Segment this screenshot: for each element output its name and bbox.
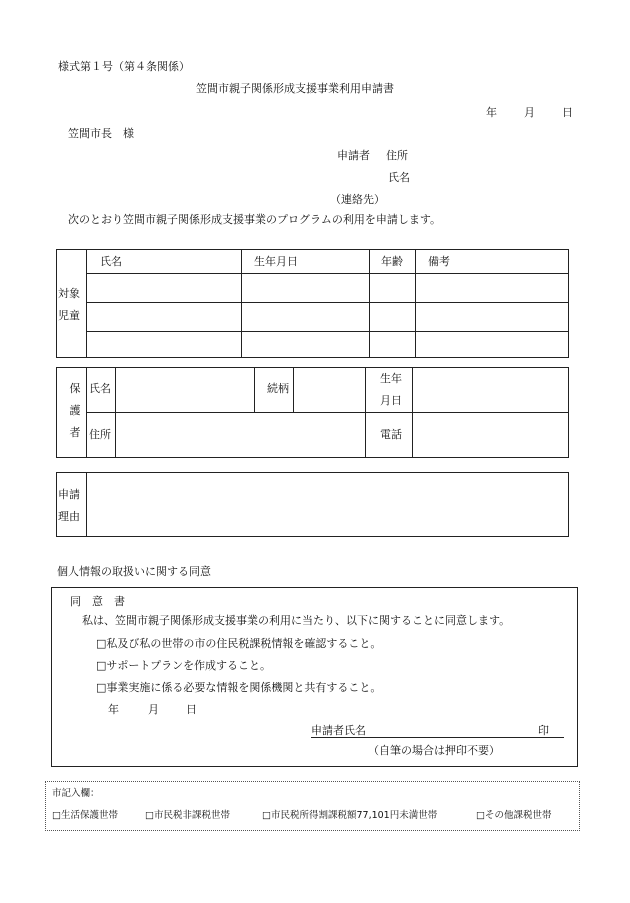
consent-date-year: 年: [108, 703, 119, 716]
date-day: 日: [562, 106, 573, 119]
addressee: 笠間市長 様: [68, 127, 134, 140]
consent-item-tax-info[interactable]: □私及び私の世帯の市の住民税課税情報を確認すること。: [96, 637, 382, 650]
child-row-1[interactable]: [87, 274, 568, 302]
applicant-label: 申請者: [337, 149, 370, 162]
child-header-name: 氏名: [100, 255, 122, 268]
consent-statement: 私は、笠間市親子関係形成支援事業の利用に当たり、以下に関することに同意します。: [82, 614, 511, 627]
city-option-under-threshold[interactable]: □市民税所得割課税額77,101円未満世帯: [262, 810, 438, 821]
guardian-phone-label: 電話: [380, 428, 402, 441]
applicant-name-label: 氏名: [388, 171, 410, 184]
reason-field[interactable]: [87, 473, 568, 536]
form-title: 笠間市親子関係形成支援事業利用申請書: [196, 82, 394, 95]
child-side-label-1: 対象: [58, 287, 80, 300]
consent-signer-label: 申請者氏名: [311, 724, 366, 737]
city-option-other-taxable[interactable]: □その他課税世帯: [476, 810, 552, 821]
date-month: 月: [524, 106, 535, 119]
consent-item-support-plan[interactable]: □サポートプランを作成すること。: [96, 659, 272, 672]
applicant-contact-label: （連絡先）: [330, 193, 385, 206]
applicant-address-label: 住所: [386, 149, 408, 162]
reason-label-2: 理由: [58, 510, 80, 523]
city-use-label: 市記入欄：: [52, 788, 100, 799]
child-side-label-2: 児童: [58, 309, 80, 322]
child-header-birthdate: 生年月日: [254, 255, 298, 268]
consent-section-title: 個人情報の取扱いに関する同意: [57, 565, 211, 578]
consent-item-share-info[interactable]: □事業実施に係る必要な情報を関係機関と共有すること。: [96, 681, 382, 694]
reason-label-1: 申請: [58, 488, 80, 501]
child-header-age: 年齢: [381, 255, 403, 268]
child-row-2[interactable]: [87, 303, 568, 331]
guardian-phone-field[interactable]: [412, 412, 568, 457]
child-header-remarks: 備考: [428, 255, 450, 268]
guardian-address-label: 住所: [89, 428, 111, 441]
city-use-box: [45, 781, 580, 831]
guardian-name-label: 氏名: [89, 382, 111, 395]
city-option-welfare[interactable]: □生活保護世帯: [52, 810, 118, 821]
guardian-name-field[interactable]: [116, 368, 254, 411]
city-option-nontaxable[interactable]: □市民税非課税世帯: [145, 810, 230, 821]
guardian-birth-label-2: 月日: [380, 394, 402, 407]
intro-text: 次のとおり笠間市親子関係形成支援事業のプログラムの利用を申請します。: [68, 213, 442, 226]
consent-note: （自筆の場合は押印不要）: [368, 744, 500, 757]
form-number: 様式第１号（第４条関係）: [58, 60, 190, 73]
guardian-birthdate-field[interactable]: [412, 368, 568, 411]
guardian-relation-label: 続柄: [267, 382, 289, 395]
guardian-birth-label-1: 生年: [380, 372, 402, 385]
consent-seal-mark: 印: [538, 724, 549, 737]
consent-box-title: 同 意 書: [70, 595, 125, 608]
child-row-3[interactable]: [87, 332, 568, 357]
date-year: 年: [486, 106, 497, 119]
guardian-address-field[interactable]: [116, 412, 364, 457]
consent-date-month: 月: [148, 703, 159, 716]
consent-date-day: 日: [186, 703, 197, 716]
guardian-side-label: 保 護 者: [69, 382, 81, 439]
guardian-relation-field[interactable]: [293, 368, 364, 411]
